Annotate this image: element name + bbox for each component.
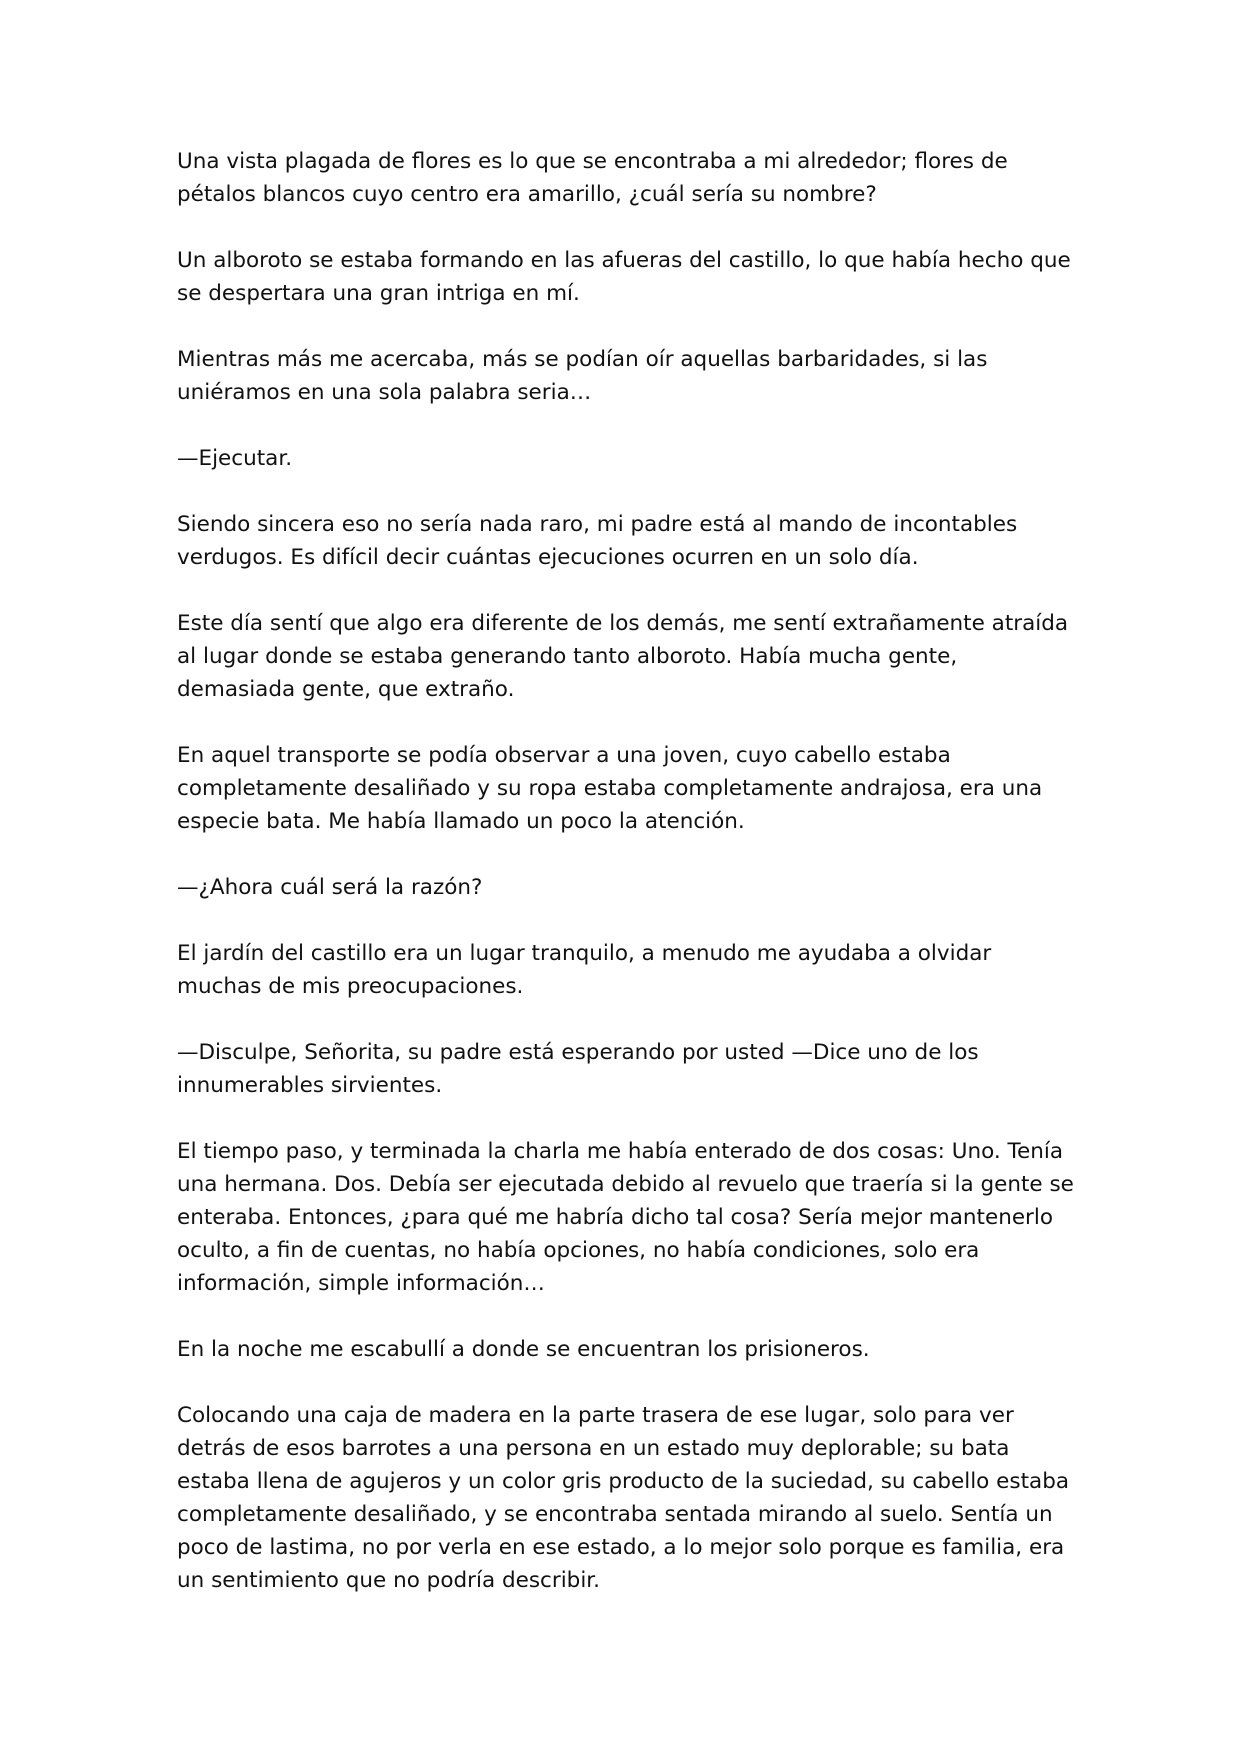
paragraph-13: Colocando una caja de madera en la parte trasera de ese lugar, solo para ver detrás de esos barrotes a una persona en un estado muy deplorable; su bata estaba llena de agujeros y un color gris producto de la suciedad, su cabello estaba completamente desaliñado, y se encontraba sentada mirando al suelo. Sentía un poco de lastima, no por verla en ese estado, a lo mejor solo porque es familia, era un sentimiento que no podría describir. (177, 1403, 1070, 1593)
paragraph-4: —Ejecutar. (177, 446, 293, 471)
paragraph-5: Siendo sincera eso no sería nada raro, mi padre está al mando de incontables verdugos. Es difícil decir cuántas ejecuciones ocurren en un solo día. (177, 512, 1018, 570)
paragraph-11: El tiempo paso, y terminada la charla me había enterado de dos cosas: Uno. Tenía una hermana. Dos. Debía ser ejecutada debido al revuelo que traería si la gente se enteraba. Entonces, ¿para qué me habría dicho tal cosa? Sería mejor mantenerlo oculto, a fin de cuentas, no había opciones, no había condiciones, solo era información, simple información… (177, 1139, 1074, 1296)
paragraph-6: Este día sentí que algo era diferente de los demás, me sentí extrañamente atraída al lugar donde se estaba generando tanto alboroto. Había mucha gente, demasiada gente, que extraño. (177, 611, 1069, 702)
paragraph-3: Mientras más me acercaba, más se podían oír aquellas barbaridades, si las uniéramos en una sola palabra seria… (177, 347, 988, 405)
paragraph-2: Un alboroto se estaba formando en las afueras del castillo, lo que había hecho que se despertara una gran intriga en mí. (177, 248, 1071, 306)
paragraph-1: Una vista plagada de flores es lo que se encontraba a mi alrededor; flores de pétalos blancos cuyo centro era amarillo, ¿cuál sería su nombre? (177, 149, 1008, 207)
paragraph-7: En aquel transporte se podía observar a una joven, cuyo cabello estaba completamente desaliñado y su ropa estaba completamente andrajosa, era una especie bata. Me había llamado un poco la atención. (177, 743, 1043, 834)
paragraph-8: —¿Ahora cuál será la razón? (177, 875, 483, 900)
document-body (177, 145, 1077, 1597)
paragraph-9: El jardín del castillo era un lugar tranquilo, a menudo me ayudaba a olvidar muchas de mis preocupaciones. (177, 941, 992, 999)
paragraph-10: —Disculpe, Señorita, su padre está esperando por usted —Dice uno de los innumerables sirvientes. (177, 1040, 979, 1098)
paragraph-12: En la noche me escabullí a donde se encuentran los prisioneros. (177, 1337, 870, 1362)
